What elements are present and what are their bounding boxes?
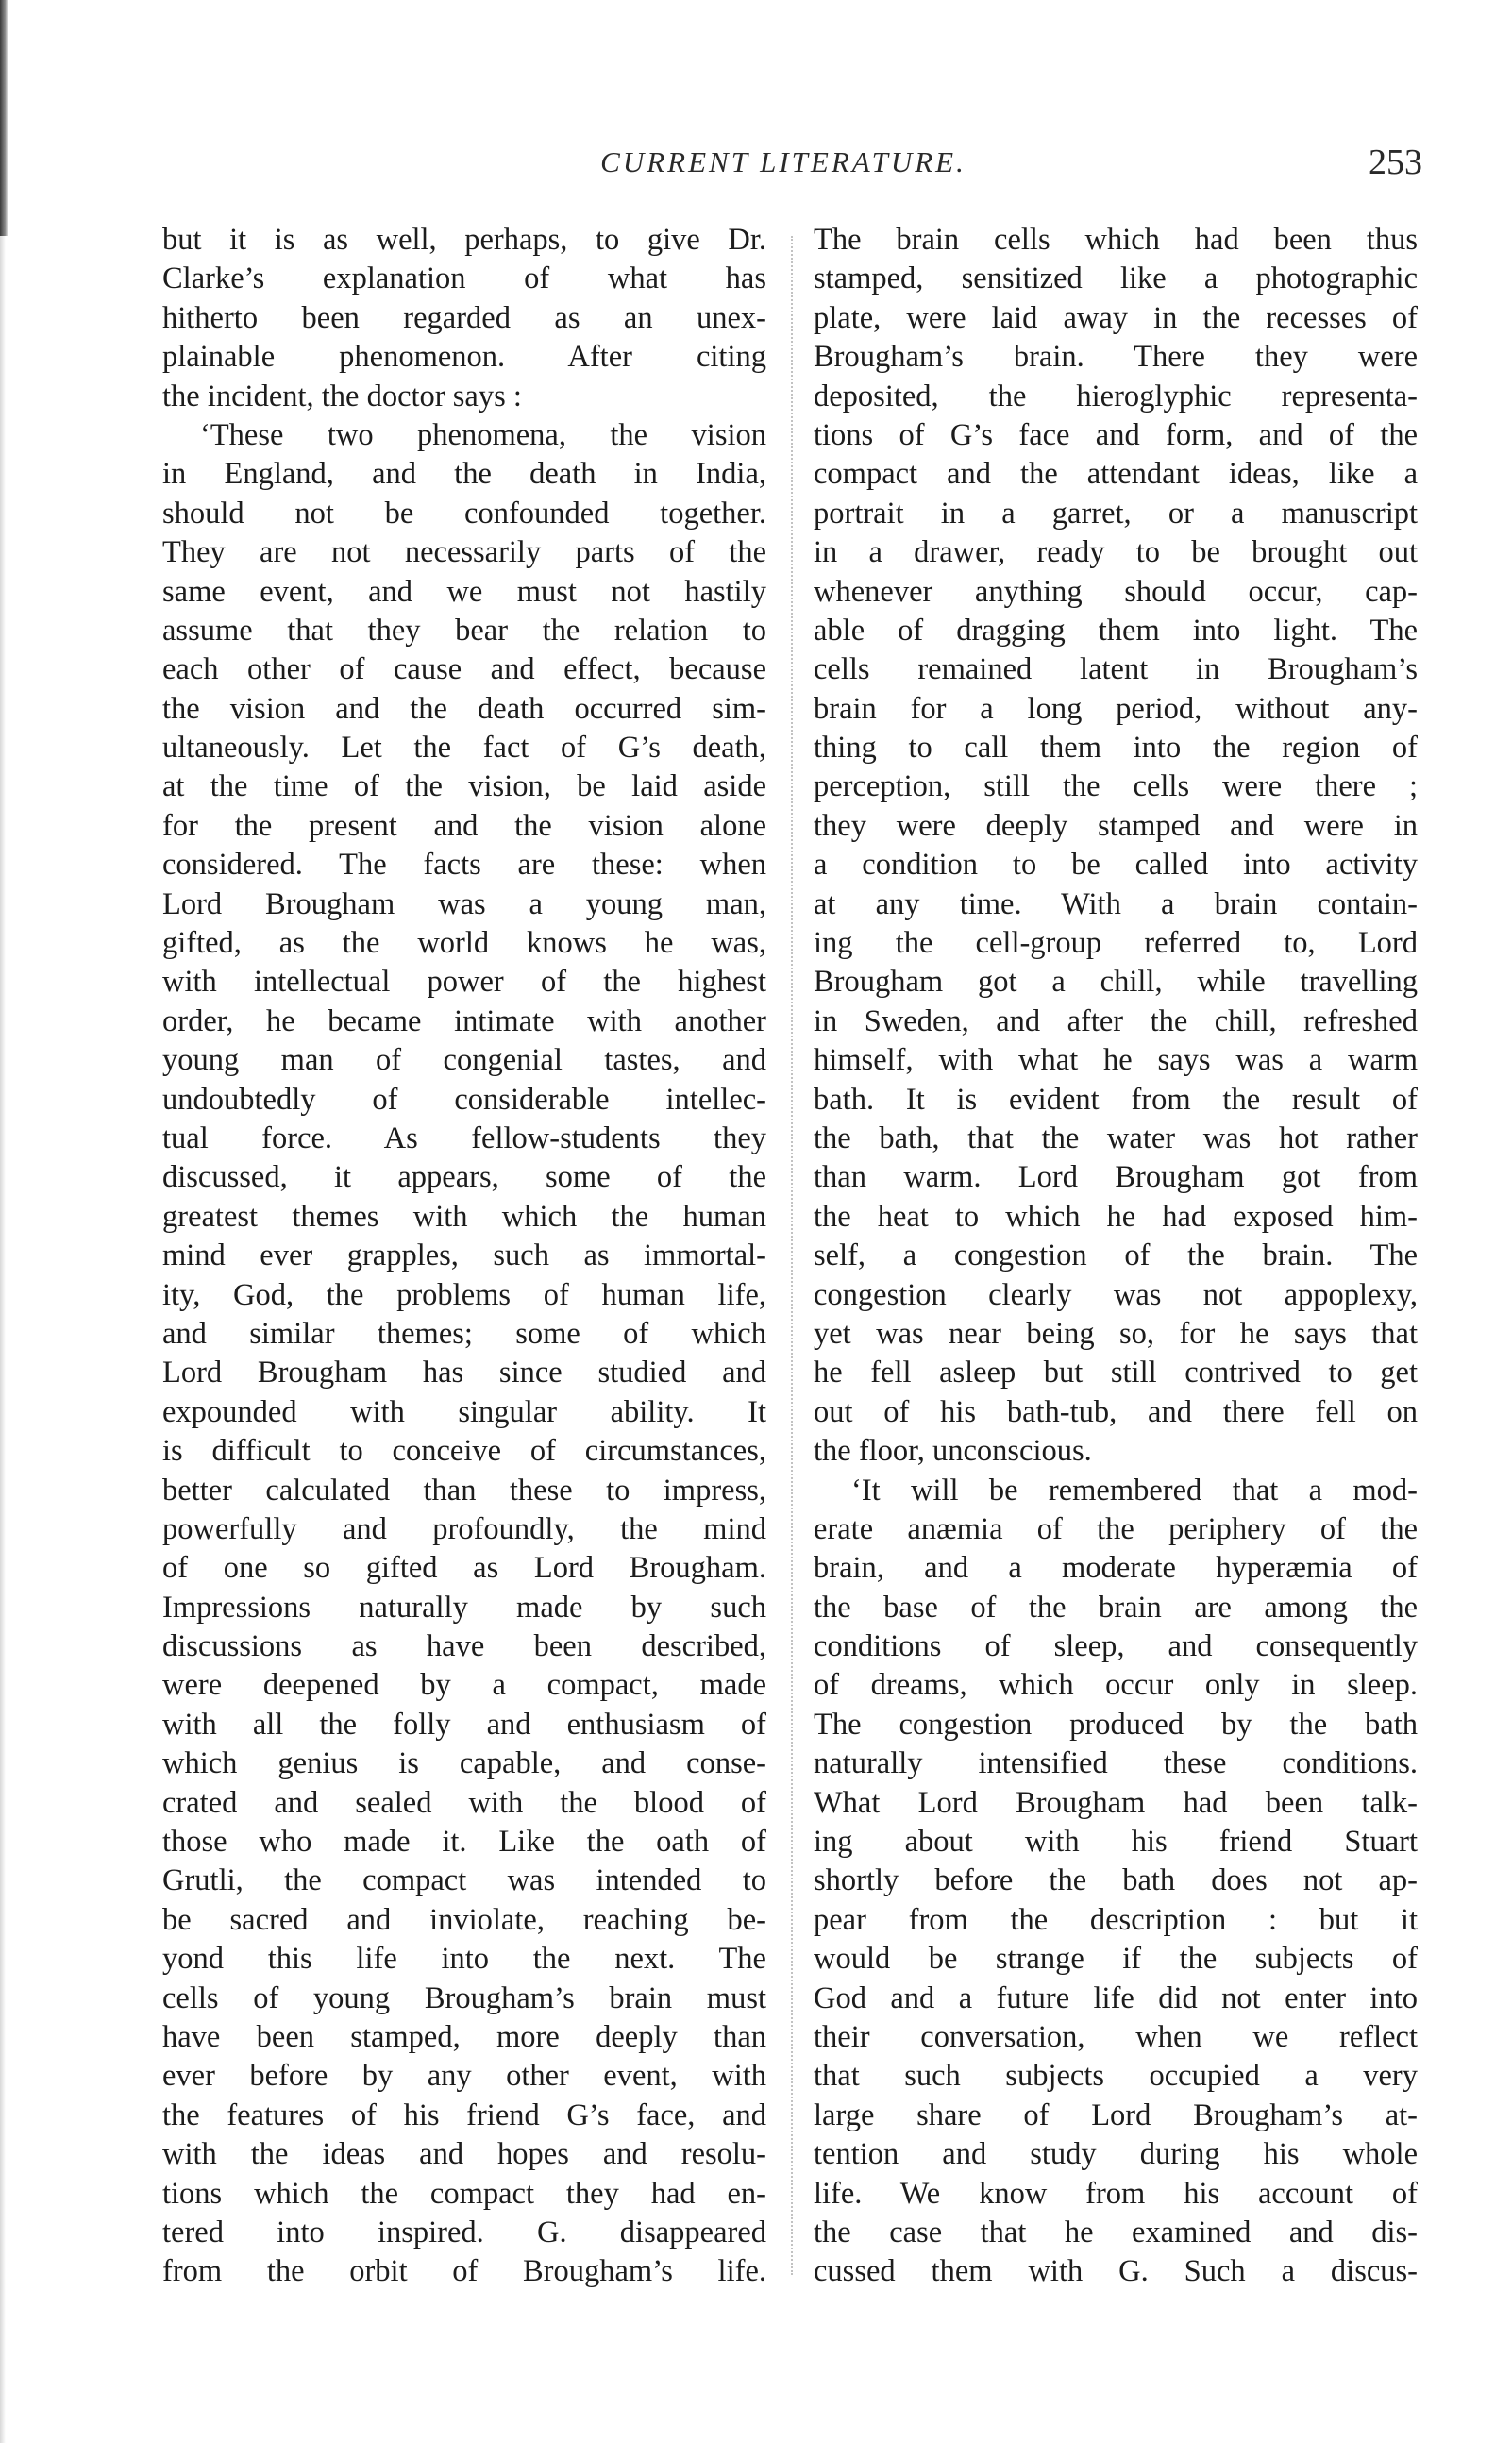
text-line: conditions of sleep, and consequently xyxy=(814,1629,1418,1664)
text-line: bath. It is evident from the result of xyxy=(814,1082,1418,1117)
text-line: They are not necessarily parts of the xyxy=(162,535,766,570)
text-line: tions of G’s face and form, and of the xyxy=(814,417,1418,452)
text-line: their conversation, when we reflect xyxy=(814,2019,1418,2054)
text-line: at the time of the vision, be laid aside xyxy=(162,769,766,804)
text-line: ‘It will be remembered that a mod- xyxy=(851,1473,1418,1508)
text-line: the bath, that the water was hot rather xyxy=(814,1120,1418,1155)
text-line: brain for a long period, without any- xyxy=(814,691,1418,726)
text-line: pear from the description : but it xyxy=(814,1902,1418,1937)
text-line: gifted, as the world knows he was, xyxy=(162,926,766,961)
text-line: brain, and a moderate hyperæmia of xyxy=(814,1551,1418,1586)
text-line: and similar themes; some of which xyxy=(162,1316,766,1351)
text-line: God and a future life did not enter into xyxy=(814,1980,1418,2015)
text-line: young man of congenial tastes, and xyxy=(162,1043,766,1078)
text-line: in Sweden, and after the chill, refreshed xyxy=(814,1003,1418,1038)
text-line: Impressions naturally made by such xyxy=(162,1590,766,1625)
left-text-column xyxy=(162,221,766,2292)
text-line: congestion clearly was not appoplexy, xyxy=(814,1277,1418,1312)
text-line: himself, with what he says was a warm xyxy=(814,1043,1418,1078)
text-line: large share of Lord Brougham’s at- xyxy=(814,2098,1418,2132)
text-line: in England, and the death in India, xyxy=(162,457,766,492)
text-line: Grutli, the compact was intended to xyxy=(162,1863,766,1898)
text-line: ever before by any other event, with xyxy=(162,2059,766,2094)
text-line: order, he became intimate with another xyxy=(162,1003,766,1038)
text-line: be sacred and inviolate, reaching be- xyxy=(162,1902,766,1937)
text-line: the heat to which he had exposed him- xyxy=(814,1199,1418,1234)
text-line: the base of the brain are among the xyxy=(814,1590,1418,1625)
text-line: would be strange if the subjects of xyxy=(814,1942,1418,1977)
text-line: ing about with his friend Stuart xyxy=(814,1825,1418,1860)
text-line: tions which the compact they had en- xyxy=(162,2176,766,2211)
text-line: life. We know from his account of xyxy=(814,2176,1418,2211)
text-line: ‘These two phenomena, the vision xyxy=(200,417,766,452)
text-line: out of his bath-tub, and there fell on xyxy=(814,1394,1418,1429)
text-line: self, a congestion of the brain. The xyxy=(814,1238,1418,1273)
text-line: with all the folly and enthusiasm of xyxy=(162,1707,766,1742)
text-line: hitherto been regarded as an unex- xyxy=(162,300,766,335)
text-line: same event, and we must not hastily xyxy=(162,574,766,609)
text-line: were deepened by a compact, made xyxy=(162,1668,766,1703)
text-line: better calculated than these to impress, xyxy=(162,1473,766,1508)
page-binding-edge xyxy=(0,0,8,236)
text-line: What Lord Brougham had been talk- xyxy=(814,1785,1418,1820)
text-line: powerfully and profoundly, the mind xyxy=(162,1511,766,1546)
text-line: shortly before the bath does not ap- xyxy=(814,1863,1418,1898)
text-line: with intellectual power of the highest xyxy=(162,965,766,1000)
text-line: from the orbit of Brougham’s life. xyxy=(162,2254,766,2289)
text-line: expounded with singular ability. It xyxy=(162,1394,766,1429)
text-line: Brougham got a chill, while travelling xyxy=(814,965,1418,1000)
running-title: CURRENT LITERATURE. xyxy=(600,145,966,178)
text-line: greatest themes with which the human xyxy=(162,1199,766,1234)
text-line: for the present and the vision alone xyxy=(162,808,766,843)
column-gutter xyxy=(791,236,793,2275)
text-line: stamped, sensitized like a photographic xyxy=(814,261,1418,296)
text-line: a condition to be called into activity xyxy=(814,848,1418,883)
text-line: he fell asleep but still contrived to get xyxy=(814,1356,1418,1390)
text-line: the vision and the death occurred sim- xyxy=(162,691,766,726)
text-line: cells remained latent in Brougham’s xyxy=(814,652,1418,687)
text-line: the features of his friend G’s face, and xyxy=(162,2098,766,2132)
right-text-column xyxy=(814,221,1418,2292)
text-line: thing to call them into the region of xyxy=(814,731,1418,766)
text-line: discussions as have been described, xyxy=(162,1629,766,1664)
text-line: considered. The facts are these: when xyxy=(162,848,766,883)
text-line: the floor, unconscious. xyxy=(814,1434,1092,1469)
text-line: ing the cell-group referred to, Lord xyxy=(814,926,1418,961)
text-line: have been stamped, more deeply than xyxy=(162,2019,766,2054)
text-line: compact and the attendant ideas, like a xyxy=(814,457,1418,492)
text-line: with the ideas and hopes and resolu- xyxy=(162,2137,766,2172)
text-line: The congestion produced by the bath xyxy=(814,1707,1418,1742)
text-line: erate anæmia of the periphery of the xyxy=(814,1511,1418,1546)
text-line: Clarke’s explanation of what has xyxy=(162,261,766,296)
text-line: Lord Brougham has since studied and xyxy=(162,1356,766,1390)
text-line: deposited, the hieroglyphic representa- xyxy=(814,379,1418,413)
text-line: tered into inspired. G. disappeared xyxy=(162,2215,766,2249)
text-line: able of dragging them into light. The xyxy=(814,613,1418,648)
text-line: they were deeply stamped and were in xyxy=(814,808,1418,843)
text-line: Lord Brougham was a young man, xyxy=(162,886,766,921)
text-line: cells of young Brougham’s brain must xyxy=(162,1980,766,2015)
text-line: of one so gifted as Lord Brougham. xyxy=(162,1551,766,1586)
text-line: mind ever grapples, such as immortal- xyxy=(162,1238,766,1273)
text-line: plate, were laid away in the recesses of xyxy=(814,300,1418,335)
text-line: which genius is capable, and conse- xyxy=(162,1746,766,1781)
text-line: each other of cause and effect, because xyxy=(162,652,766,687)
text-line: the case that he examined and dis- xyxy=(814,2215,1418,2249)
text-line: crated and sealed with the blood of xyxy=(162,1785,766,1820)
text-line: at any time. With a brain contain- xyxy=(814,886,1418,921)
text-line: plainable phenomenon. After citing xyxy=(162,340,766,375)
text-line: assume that they bear the relation to xyxy=(162,613,766,648)
text-line: whenever anything should occur, cap- xyxy=(814,574,1418,609)
text-line: yond this life into the next. The xyxy=(162,1942,766,1977)
text-line: in a drawer, ready to be brought out xyxy=(814,535,1418,570)
text-line: perception, still the cells were there ; xyxy=(814,769,1418,804)
text-line: should not be confounded together. xyxy=(162,496,766,531)
text-line: those who made it. Like the oath of xyxy=(162,1825,766,1860)
page-binding-edge-shadow xyxy=(0,236,6,2443)
text-line: tual force. As fellow-students they xyxy=(162,1120,766,1155)
text-line: than warm. Lord Brougham got from xyxy=(814,1160,1418,1195)
text-line: Brougham’s brain. There they were xyxy=(814,340,1418,375)
text-line: is difficult to conceive of circumstances, xyxy=(162,1434,766,1469)
text-line: of dreams, which occur only in sleep. xyxy=(814,1668,1418,1703)
text-line: that such subjects occupied a very xyxy=(814,2059,1418,2094)
text-line: discussed, it appears, some of the xyxy=(162,1160,766,1195)
text-line: The brain cells which had been thus xyxy=(814,223,1418,257)
text-line: portrait in a garret, or a manuscript xyxy=(814,496,1418,531)
text-line: the incident, the doctor says : xyxy=(162,379,522,413)
text-line: but it is as well, perhaps, to give Dr. xyxy=(162,223,766,257)
text-line: ultaneously. Let the fact of G’s death, xyxy=(162,731,766,766)
text-line: tention and study during his whole xyxy=(814,2137,1418,2172)
text-line: cussed them with G. Such a discus- xyxy=(814,2254,1418,2289)
text-line: ity, God, the problems of human life, xyxy=(162,1277,766,1312)
text-line: yet was near being so, for he says that xyxy=(814,1316,1418,1351)
page-number: 253 xyxy=(1369,143,1422,182)
text-line: naturally intensified these conditions. xyxy=(814,1746,1418,1781)
text-line: undoubtedly of considerable intellec- xyxy=(162,1082,766,1117)
